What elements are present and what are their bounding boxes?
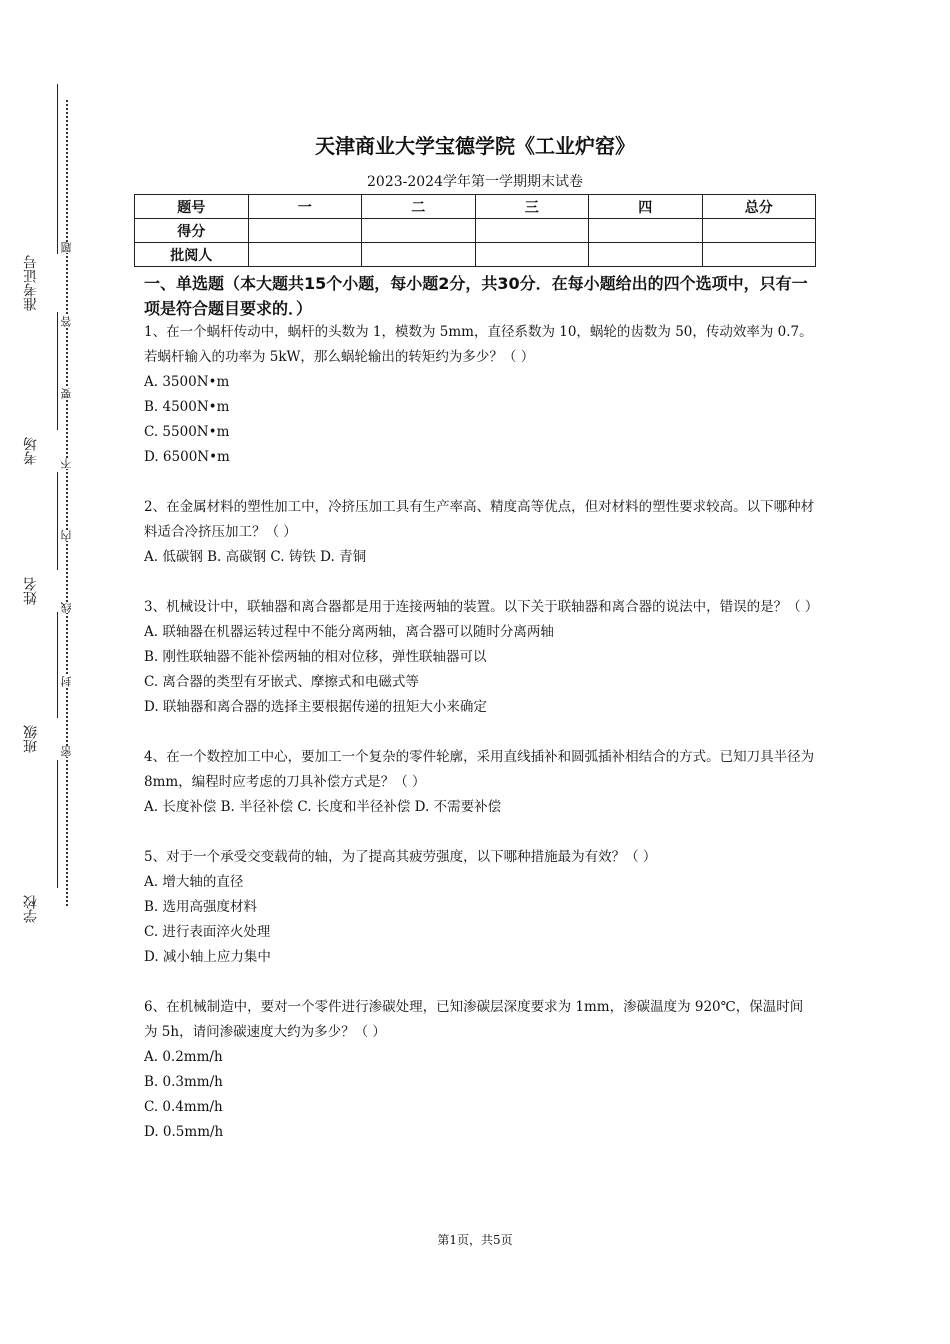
question-3 <box>144 595 819 720</box>
score-table-row <box>135 219 816 243</box>
score-table-cell <box>589 243 703 267</box>
option-d: D. 6500N•m <box>144 449 230 465</box>
binding-char: 密 <box>60 746 73 757</box>
option-a: A. 增大轴的直径 <box>144 874 244 890</box>
side-label-exam-id: 准考证号 <box>23 255 39 311</box>
option-c: C. 离合器的类型有牙嵌式、摩擦式和电磁式等 <box>144 674 419 690</box>
binding-margin <box>0 0 73 1344</box>
option-b: B. 刚性联轴器不能补偿两轴的相对位移，弹性联轴器可以 <box>144 649 487 665</box>
score-table-cell: 一 <box>248 195 362 219</box>
option-d: D. 0.5mm/h <box>144 1124 224 1140</box>
score-table-cell <box>475 243 589 267</box>
score-table-cell: 总分 <box>702 195 816 219</box>
section-heading: 一、单选题（本大题共15个小题，每小题2分，共30分．在每小题给出的四个选项中，只有一项是符合题目要求的．） <box>144 274 808 318</box>
score-table-cell: 二 <box>362 195 476 219</box>
score-table-cell: 四 <box>589 195 703 219</box>
option-d: D. 联轴器和离合器的选择主要根据传递的扭矩大小来确定 <box>144 699 487 715</box>
question-1 <box>144 320 816 470</box>
side-field-school <box>20 760 42 930</box>
side-field-exam-id <box>20 84 42 312</box>
binding-char: 封 <box>60 676 73 687</box>
page-number-footer: 第1页，共5页 <box>437 1233 513 1247</box>
score-table-cell <box>475 219 589 243</box>
option-b: B. 0.3mm/h <box>144 1074 223 1090</box>
options-inline: A. 长度补偿 B. 半径补偿 C. 长度和半径补偿 D. 不需要补偿 <box>144 799 502 815</box>
option-b: B. 4500N•m <box>144 399 230 415</box>
binding-dotted-line <box>66 100 68 906</box>
binding-char: 线 <box>60 602 73 613</box>
score-table-cell <box>702 243 816 267</box>
side-label-name: 姓名 <box>23 577 39 605</box>
score-table-row <box>135 243 816 267</box>
question-stem: 5、对于一个承受交变载荷的轴，为了提高其疲劳强度，以下哪种措施最为有效？（ ） <box>144 849 657 865</box>
score-table-cell <box>248 219 362 243</box>
score-table-cell: 三 <box>475 195 589 219</box>
option-a: A. 0.2mm/h <box>144 1049 223 1065</box>
side-label-school: 学校 <box>23 895 39 923</box>
question-6 <box>144 995 816 1145</box>
binding-char: 不 <box>60 458 73 469</box>
score-table-cell: 批阅人 <box>135 243 249 267</box>
score-table-cell <box>589 219 703 243</box>
score-table-cell: 题号 <box>135 195 249 219</box>
question-4 <box>144 745 816 820</box>
question-stem: 3、机械设计中，联轴器和离合器都是用于连接两轴的装置。以下关于联轴器和离合器的说法中，错误的是？（ ） <box>144 599 819 615</box>
page-title: 天津商业大学宝德学院《工业炉窑》 <box>315 134 635 158</box>
score-table-cell <box>248 243 362 267</box>
score-table-cell <box>362 219 476 243</box>
question-stem: 1、在一个蜗杆传动中，蜗杆的头数为 1，模数为 5mm，直径系数为 10，蜗轮的齿数为 50，传动效率为 0.7。若蜗杆输入的功率为 5kW，那么蜗轮输出的转矩约为多少？（ ） <box>144 324 813 365</box>
option-c: C. 进行表面淬火处理 <box>144 924 271 940</box>
side-label-exam-room: 考场 <box>23 437 39 465</box>
binding-char: 答 <box>60 316 73 327</box>
side-field-exam-room <box>20 312 42 472</box>
option-a: A. 联轴器在机器运转过程中不能分离两轴，离合器可以随时分离两轴 <box>144 624 554 640</box>
score-table <box>134 194 816 267</box>
question-5 <box>144 845 816 970</box>
binding-char: 题 <box>60 242 73 253</box>
score-table-cell: 得分 <box>135 219 249 243</box>
side-label-class: 班级 <box>23 725 39 753</box>
options-inline: A. 低碳钢 B. 高碳钢 C. 铸铁 D. 青铜 <box>144 549 367 565</box>
question-2 <box>144 495 816 570</box>
score-table-cell <box>702 219 816 243</box>
score-table-cell <box>362 243 476 267</box>
option-c: C. 5500N•m <box>144 424 230 440</box>
binding-char: 内 <box>60 530 73 541</box>
side-field-class <box>20 612 42 760</box>
question-stem: 6、在机械制造中，要对一个零件进行渗碳处理，已知渗碳层深度要求为 1mm，渗碳温度为 920℃，保温时间为 5h，请问渗碳速度大约为多少？（ ） <box>144 999 804 1040</box>
score-table-header-row <box>135 195 816 219</box>
question-list <box>144 320 819 1170</box>
page-subtitle: 2023-2024学年第一学期期末试卷 <box>367 174 583 190</box>
side-field-name <box>20 472 42 612</box>
option-b: B. 选用高强度材料 <box>144 899 258 915</box>
question-stem: 4、在一个数控加工中心，要加工一个复杂的零件轮廓，采用直线插补和圆弧插补相结合的方式。已知刀具半径为 8mm，编程时应考虑的刀具补偿方式是？（ ） <box>144 749 815 790</box>
option-a: A. 3500N•m <box>144 374 230 390</box>
binding-char: 要 <box>60 388 73 399</box>
question-stem: 2、在金属材料的塑性加工中，冷挤压加工具有生产率高、精度高等优点，但对材料的塑性要求较高。以下哪种材料适合冷挤压加工？（ ） <box>144 499 815 540</box>
option-d: D. 减小轴上应力集中 <box>144 949 271 965</box>
option-c: C. 0.4mm/h <box>144 1099 223 1115</box>
